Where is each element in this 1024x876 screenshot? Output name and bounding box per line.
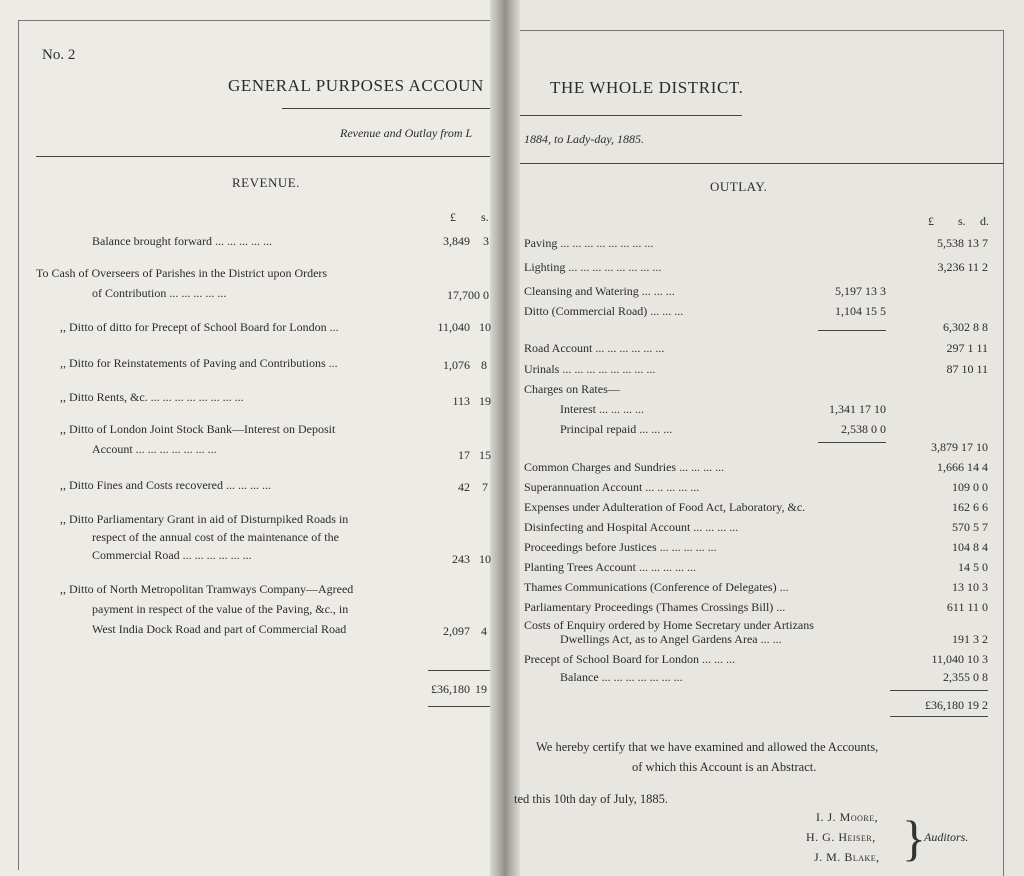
revenue-item-pounds: 2,097 (443, 624, 470, 638)
top-frame-line-left (18, 20, 490, 21)
revenue-item-shillings: 8 (481, 358, 487, 372)
revenue-item-shillings: 15 (479, 448, 491, 462)
revenue-total-rule-top (428, 670, 490, 671)
title-right: THE WHOLE DISTRICT. (550, 78, 744, 97)
revenue-item-pounds: 243 (452, 552, 470, 566)
auditor-name: J. M. Blake, (814, 850, 880, 864)
revenue-item-pounds: 17,700 (447, 288, 480, 302)
outlay-item-total: 191 3 2 (952, 632, 988, 646)
revenue-heading: REVENUE. (232, 175, 300, 190)
outlay-item-label: Ditto (Commercial Road) ... ... ... (524, 304, 684, 318)
revenue-item-text: ,, Ditto Fines and Costs recovered ... ... ... ... (60, 478, 271, 492)
auditor-name: H. G. Heiser, (806, 830, 876, 844)
outlay-item-label: Road Account ... ... ... ... ... ... (524, 341, 665, 355)
header-rule-left (36, 156, 490, 157)
left-frame-line (18, 20, 19, 870)
outlay-item-label: Balance ... ... ... ... ... ... ... (560, 670, 683, 684)
outlay-item-subtotal: 1,341 17 10 (829, 402, 886, 416)
outlay-item-label: Principal repaid ... ... ... (560, 422, 673, 436)
revenue-item-text: payment in respect of the value of the Paving, &c., in (92, 602, 349, 616)
outlay-item-label: Costs of Enquiry ordered by Home Secretary under Artizans (524, 618, 814, 632)
book-gutter (490, 0, 520, 876)
certification-dated: ted this 10th day of July, 1885. (514, 792, 669, 806)
title-rule-left (282, 108, 490, 109)
outlay-item-label: Charges on Rates— (524, 382, 620, 396)
revenue-item-shillings: 4 (481, 624, 487, 638)
right-frame-line (1003, 30, 1004, 876)
outlay-item-total: 109 0 0 (952, 480, 988, 494)
outlay-item-label: Disinfecting and Hospital Account ... ... ... ... (524, 520, 739, 534)
outlay-item-total: 2,355 0 8 (943, 670, 988, 684)
outlay-item-label: Precept of School Board for London ... ... ... (524, 652, 735, 666)
revenue-item-text: To Cash of Overseers of Parishes in the District upon Orders (36, 266, 328, 280)
outlay-item-total: 297 1 11 (946, 341, 988, 355)
outlay-heading: OUTLAY. (710, 179, 768, 194)
certification-line2: of which this Account is an Abstract. (632, 760, 817, 774)
outlay-pounds-header: £ (928, 214, 934, 228)
doc-number: No. 2 (42, 47, 76, 63)
revenue-item-shillings: 7 (482, 480, 488, 494)
revenue-item-shillings: 10 (479, 320, 491, 334)
revenue-item-text: Balance brought forward ... ... ... ... ... (92, 234, 272, 248)
revenue-item-text: ,, Ditto of North Metropolitan Tramways Company—Agreed (60, 582, 354, 596)
header-rule-right (520, 163, 1004, 164)
revenue-item-shillings: 0 (483, 288, 489, 302)
revenue-item-pounds: 1,076 (443, 358, 470, 372)
revenue-item-shillings: 10 (479, 552, 491, 566)
revenue-item-pounds: 17 (458, 448, 470, 462)
outlay-item-total: 611 11 0 (946, 600, 988, 614)
cleansing-subtotal-rule (818, 330, 886, 331)
revenue-item-pounds: 42 (458, 480, 470, 494)
outlay-item-label: Parliamentary Proceedings (Thames Crossings Bill) ... (524, 600, 786, 614)
auditor-name: I. J. Moore, (816, 810, 879, 824)
outlay-item-total: 13 10 3 (952, 580, 988, 594)
outlay-shillings-header: s. (958, 214, 966, 228)
title-left: GENERAL PURPOSES ACCOUN (228, 76, 484, 95)
outlay-item-label: Expenses under Adulteration of Food Act, Laboratory, &c. (524, 500, 806, 514)
revenue-item-text: respect of the annual cost of the maintenance of the (92, 530, 339, 544)
outlay-item-total: 87 10 11 (946, 362, 988, 376)
outlay-item-total: 14 5 0 (958, 560, 988, 574)
certification-line1: We hereby certify that we have examined and allowed the Accounts, (536, 740, 879, 754)
title-rule-right (520, 115, 742, 116)
revenue-item-text: ,, Ditto for Reinstatements of Paving and Contributions ... (60, 356, 338, 370)
outlay-item-label: Paving ... ... ... ... ... ... ... ... (524, 236, 654, 250)
revenue-item-pounds: 3,849 (443, 234, 470, 248)
auditors-brace: } (902, 810, 926, 866)
revenue-item-text: ,, Ditto Rents, &c. ... ... ... ... ... ... ... ... (60, 390, 244, 404)
outlay-item-label: Proceedings before Justices ... ... ... ... ... (524, 540, 717, 554)
outlay-item-subtotal: 5,197 13 3 (835, 284, 886, 298)
top-frame-line-right (520, 30, 1004, 31)
revenue-item-pounds: 113 (452, 394, 470, 408)
outlay-item-total: 3,879 17 10 (931, 440, 988, 454)
outlay-item-subtotal: 2,538 0 0 (841, 422, 886, 436)
revenue-item-text: West India Dock Road and part of Commercial Road (92, 622, 347, 636)
outlay-item-total: 11,040 10 3 (931, 652, 988, 666)
outlay-item-label: Interest ... ... ... ... (560, 402, 644, 416)
outlay-item-total: 5,538 13 7 (937, 236, 988, 250)
outlay-grand-total: £36,180 19 2 (925, 698, 988, 712)
outlay-item-total: 3,236 11 2 (937, 260, 988, 274)
outlay-item-total: 1,666 14 4 (937, 460, 988, 474)
revenue-shillings-header: s. (481, 210, 489, 224)
outlay-item-label: Dwellings Act, as to Angel Gardens Area ... ... (560, 632, 782, 646)
subtitle-left: Revenue and Outlay from L (340, 126, 473, 140)
outlay-total-rule-bottom (890, 716, 988, 717)
revenue-total-rule-bottom (428, 706, 490, 707)
revenue-item-text: of Contribution ... ... ... ... ... (92, 286, 227, 300)
outlay-pence-header: d. (980, 214, 989, 228)
revenue-item-shillings: 19 (479, 394, 491, 408)
outlay-item-label: Cleansing and Watering ... ... ... (524, 284, 675, 298)
revenue-item-text: Commercial Road ... ... ... ... ... ... (92, 548, 252, 562)
revenue-total: £36,180 (431, 682, 470, 696)
revenue-item-text: ,, Ditto of London Joint Stock Bank—Interest on Deposit (60, 422, 336, 436)
revenue-item-text: ,, Ditto Parliamentary Grant in aid of Disturnpiked Roads in (60, 512, 349, 526)
revenue-item-shillings: 3 (483, 234, 489, 248)
revenue-pounds-header: £ (450, 210, 456, 224)
outlay-item-label: Thames Communications (Conference of Delegates) ... (524, 580, 789, 594)
outlay-item-label: Superannuation Account ... .. ... ... ... (524, 480, 700, 494)
outlay-item-total: 570 5 7 (952, 520, 988, 534)
outlay-item-label: Common Charges and Sundries ... ... ... ... (524, 460, 725, 474)
outlay-item-total: 162 6 6 (952, 500, 988, 514)
outlay-item-total: 6,302 8 8 (943, 320, 988, 334)
outlay-item-subtotal: 1,104 15 5 (835, 304, 886, 318)
revenue-item-text: ,, Ditto of ditto for Precept of School Board for London ... (60, 320, 339, 334)
outlay-item-label: Urinals ... ... ... ... ... ... ... ... (524, 362, 656, 376)
outlay-total-rule-top (890, 690, 988, 691)
revenue-item-text: Account ... ... ... ... ... ... ... (92, 442, 217, 456)
charges-subtotal-rule (818, 442, 886, 443)
auditors-label: Auditors. (924, 830, 969, 844)
revenue-total-shillings: 19 (475, 682, 487, 696)
subtitle-right: 1884, to Lady-day, 1885. (524, 132, 644, 146)
outlay-item-label: Lighting ... ... ... ... ... ... ... ... (524, 260, 662, 274)
outlay-item-label: Planting Trees Account ... ... ... ... ... (524, 560, 697, 574)
revenue-item-pounds: 11,040 (437, 320, 470, 334)
outlay-item-total: 104 8 4 (952, 540, 988, 554)
